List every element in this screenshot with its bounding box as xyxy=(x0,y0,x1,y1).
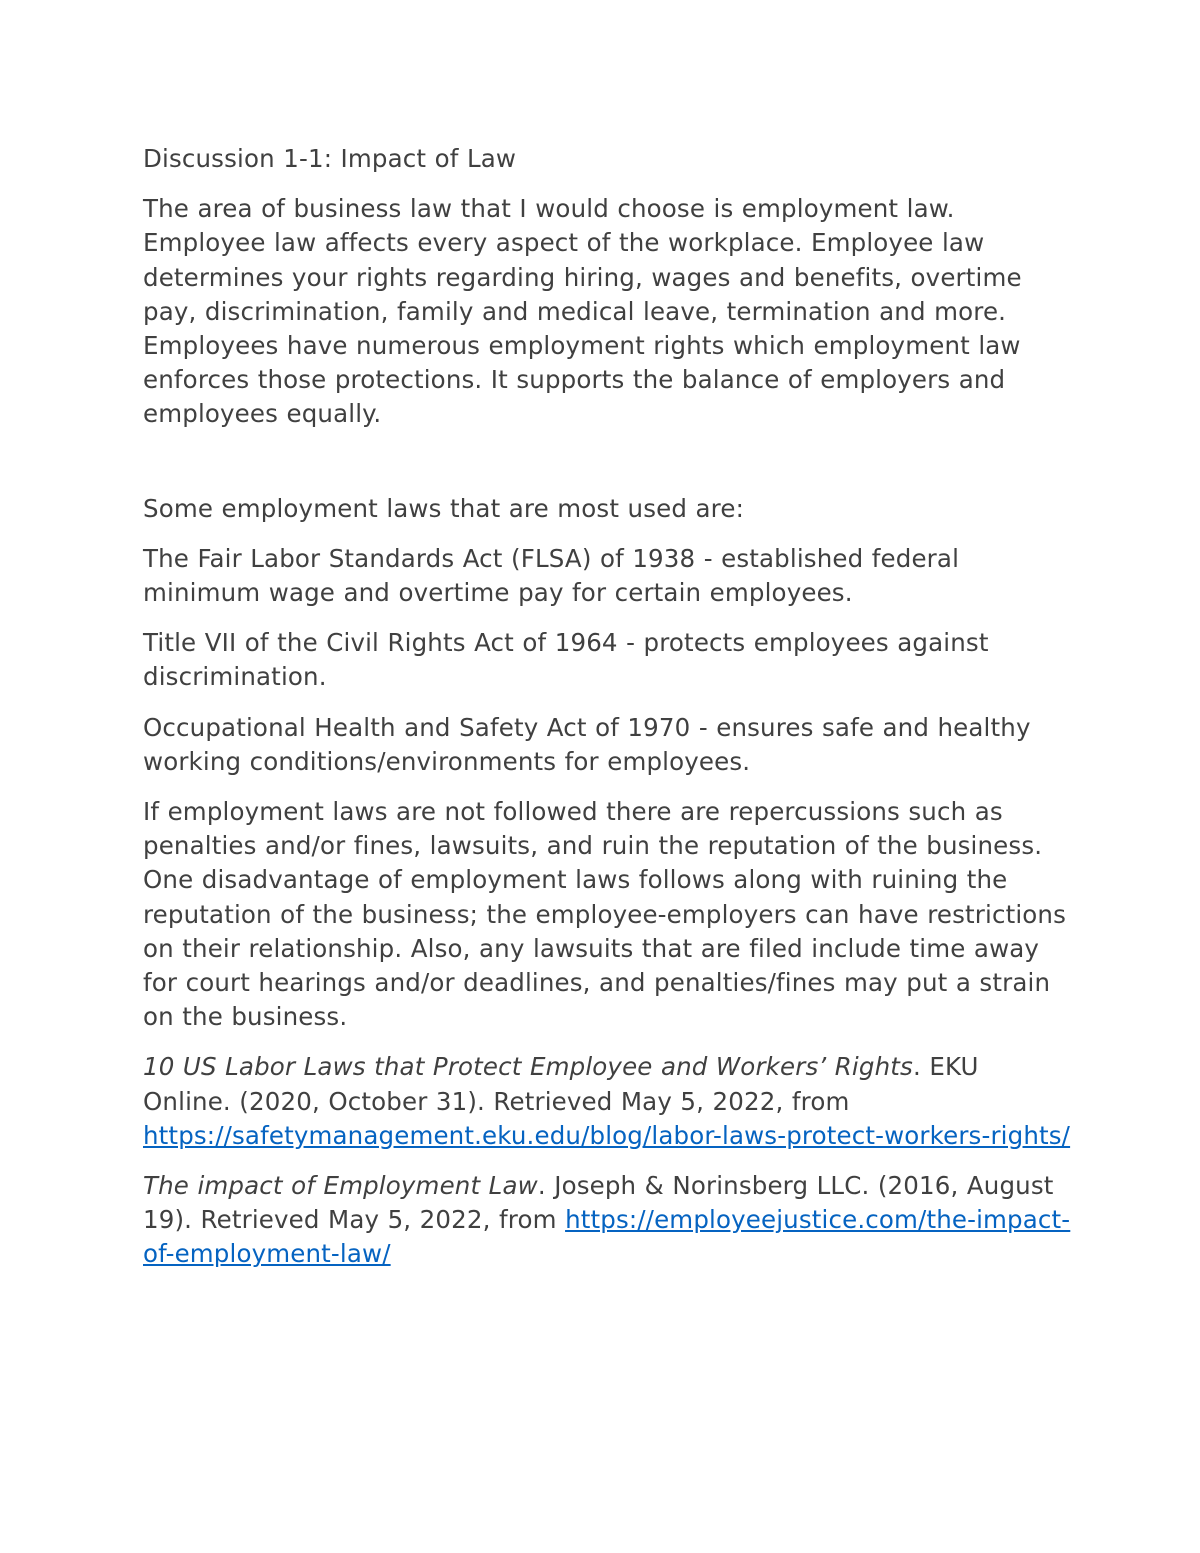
reference-title: The impact of Employment Law xyxy=(143,1171,538,1201)
law-item-flsa: The Fair Labor Standards Act (FLSA) of 1938 - established federal minimum wage and overtime pay for certain employees. xyxy=(143,543,960,608)
laws-heading: Some employment laws that are most used are: xyxy=(143,493,744,523)
reference-details: . Joseph & Norinsberg LLC. (2016, August 19). Retrieved May 5, 2022, from xyxy=(143,1171,1054,1235)
reference-details: . EKU Online. (2020, October 31). Retrieved May 5, 2022, from xyxy=(143,1052,979,1116)
consequences-paragraph: If employment laws are not followed there are repercussions such as penalties and/or fines, lawsuits, and ruin the reputation of the business. One disadvantage of employment laws follows along with ruining the reputation of the business; the employee-employers can have restrictions on their relationship. Also, any lawsuits that are filed include time away for court hearings and/or deadlines, and penalties/fines may put a strain on the business. xyxy=(143,797,1067,1032)
reference-link[interactable]: https://safetymanagement.eku.edu/blog/labor-laws-protect-workers-rights/ xyxy=(143,1120,1071,1150)
reference-title: 10 US Labor Laws that Protect Employee and Workers’ Rights xyxy=(143,1052,913,1082)
document-page xyxy=(143,142,1073,1272)
intro-paragraph: The area of business law that I would choose is employment law. Employee law affects every aspect of the workplace. Employee law determines your rights regarding hiring, wages and benefits, overtime pay, discrimination, family and medical leave, termination and more. Employees have numerous employment rights which employment law enforces those protections. It supports the balance of employers and employees equally. xyxy=(143,194,1022,429)
reference-item xyxy=(143,1050,1073,1153)
reference-item xyxy=(143,1169,1073,1272)
law-item-civil-rights: Title VII of the Civil Rights Act of 1964 - protects employees against discrimination. xyxy=(143,628,989,692)
document-title: Discussion 1-1: Impact of Law xyxy=(143,144,517,173)
law-item-osha: Occupational Health and Safety Act of 1970 - ensures safe and healthy working conditions/environments for employees. xyxy=(143,712,1031,776)
reference-link[interactable]: https://employeejustice.com/the-impact-of-employment-law/ xyxy=(143,1205,1071,1269)
